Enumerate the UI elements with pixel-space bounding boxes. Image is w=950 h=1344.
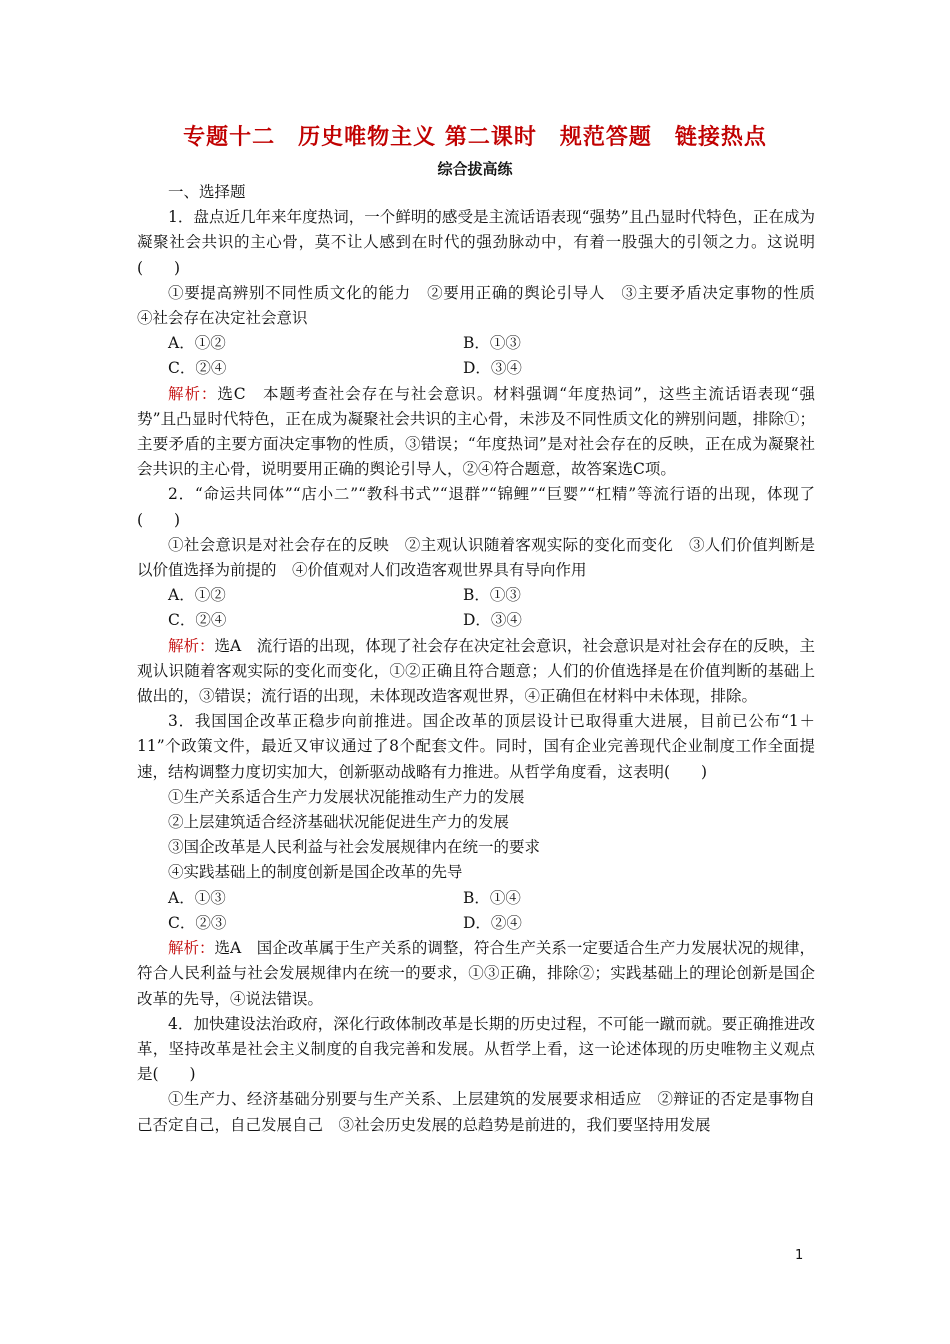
question-statement: ①要提高辨别不同性质文化的能力 ②要用正确的舆论引导人 ③主要矛盾决定事物的性质 ④社会存在决定社会意识 [137,283,831,328]
option-d: D．③④ [463,359,522,378]
option-b: B．①③ [463,334,521,353]
option-b: B．①③ [463,586,521,605]
option-row [137,911,815,936]
option-a: A．①② [168,586,226,605]
option-row [137,583,815,608]
question-statement: ④实践基础上的制度创新是国企改革的先导 [168,863,463,882]
analysis-text: 选A 国企改革属于生产关系的调整，符合生产关系一定要适合生产力发展状况的规律，符合人民利益与社会发展规律内在统一的要求，①③正确，排除②；实践基础上的理论创新是国企改革的先导，④说法错误。 [137,939,815,1008]
analysis-label: 解析： [168,939,215,958]
question-stem: 3．我国国企改革正稳步向前推进。国企改革的顶层设计已取得重大进展，目前已公布“1＋11”个政策文件，最近又审议通过了8个配套文件。同时，国有企业完善现代企业制度工作全面提速，结构调整力度切实加大，创新驱动战略有力推进。从哲学角度看，这表明( ) [137,712,815,781]
option-row [137,331,815,356]
option-b: B．①④ [463,888,521,907]
document-body [137,180,831,1138]
question-stem: 1．盘点近几年来年度热词，一个鲜明的感受是主流话语表现“强势”且凸显时代特色，正在成为凝聚社会共识的主心骨，莫不让人感到在时代的强劲脉动中，有着一股强大的引领之力。这说明( ) [137,208,815,277]
page-title: 专题十二 历史唯物主义 第二课时 规范答题 链接热点 [183,125,767,150]
question-statement: ②上层建筑适合经济基础状况能促进生产力的发展 [168,813,510,832]
option-a: A．①② [168,334,226,353]
analysis [137,634,815,710]
analysis-text: 选C 本题考查社会存在与社会意识。材料强调“年度热词”，这些主流话语表现“强势”且凸显时代特色，正在成为凝聚社会共识的主心骨，未涉及不同性质文化的辨别问题，排除①；主要矛盾的主要方面决定事物的性质，③错误；“年度热词”是对社会存在的反映，正在成为凝聚社会共识的主心骨，说明要用正确的舆论引导人，②④符合题意，故答案选C项。 [137,384,815,479]
option-c: C．②④ [168,359,227,378]
section-title: 一、选择题 [168,183,246,201]
option-row [137,886,815,911]
option-a: A．①③ [168,888,226,907]
page-number: 1 [795,1248,804,1263]
option-c: C．②③ [168,913,227,932]
question-stem: 4．加快建设法治政府，深化行政体制改革是长期的历史过程，不可能一蹴而就。要正确推进改革，坚持改革是社会主义制度的自我完善和发展。从哲学上看，这一论述体现的历史唯物主义观点是( ) [137,1014,815,1084]
analysis [137,382,815,483]
question-stem: 2．“命运共同体”“店小二”“教科书式”“退群”“锦鲤”“巨婴”“杠精”等流行语的出现，体现了( ) [137,485,815,529]
option-row [137,356,815,381]
page-subtitle: 综合拔高练 [437,160,513,178]
question-statement: ①社会意识是对社会存在的反映 ②主观认识随着客观实际的变化而变化 ③人们价值判断是以价值选择为前提的 ④价值观对人们改造客观世界具有导向作用 [137,535,815,580]
question-statement: ①生产关系适合生产力发展状况能推动生产力的发展 [168,787,525,806]
analysis-label: 解析： [168,384,218,403]
analysis-label: 解析： [168,636,215,655]
question-statement: ③国企改革是人民利益与社会发展规律内在统一的要求 [168,838,541,857]
option-d: D．③④ [463,611,522,630]
analysis-text: 选A 流行语的出现，体现了社会存在决定社会意识，社会意识是对社会存在的反映，主观认识随着客观实际的变化而变化，①②正确且符合题意；人们的价值选择是在价值判断的基础上做出的，③错误；流行语的出现，未体现改造客观世界，④正确但在材料中未体现，排除。 [137,636,815,706]
option-row [137,608,815,633]
option-c: C．②④ [168,611,227,630]
question-statement: ①生产力、经济基础分别要与生产关系、上层建筑的发展要求相适应 ②辩证的否定是事物自己否定自己，自己发展自己 ③社会历史发展的总趋势是前进的，我们要坚持用发展 [137,1090,815,1134]
option-d: D．②④ [463,913,522,932]
analysis [137,936,815,1012]
